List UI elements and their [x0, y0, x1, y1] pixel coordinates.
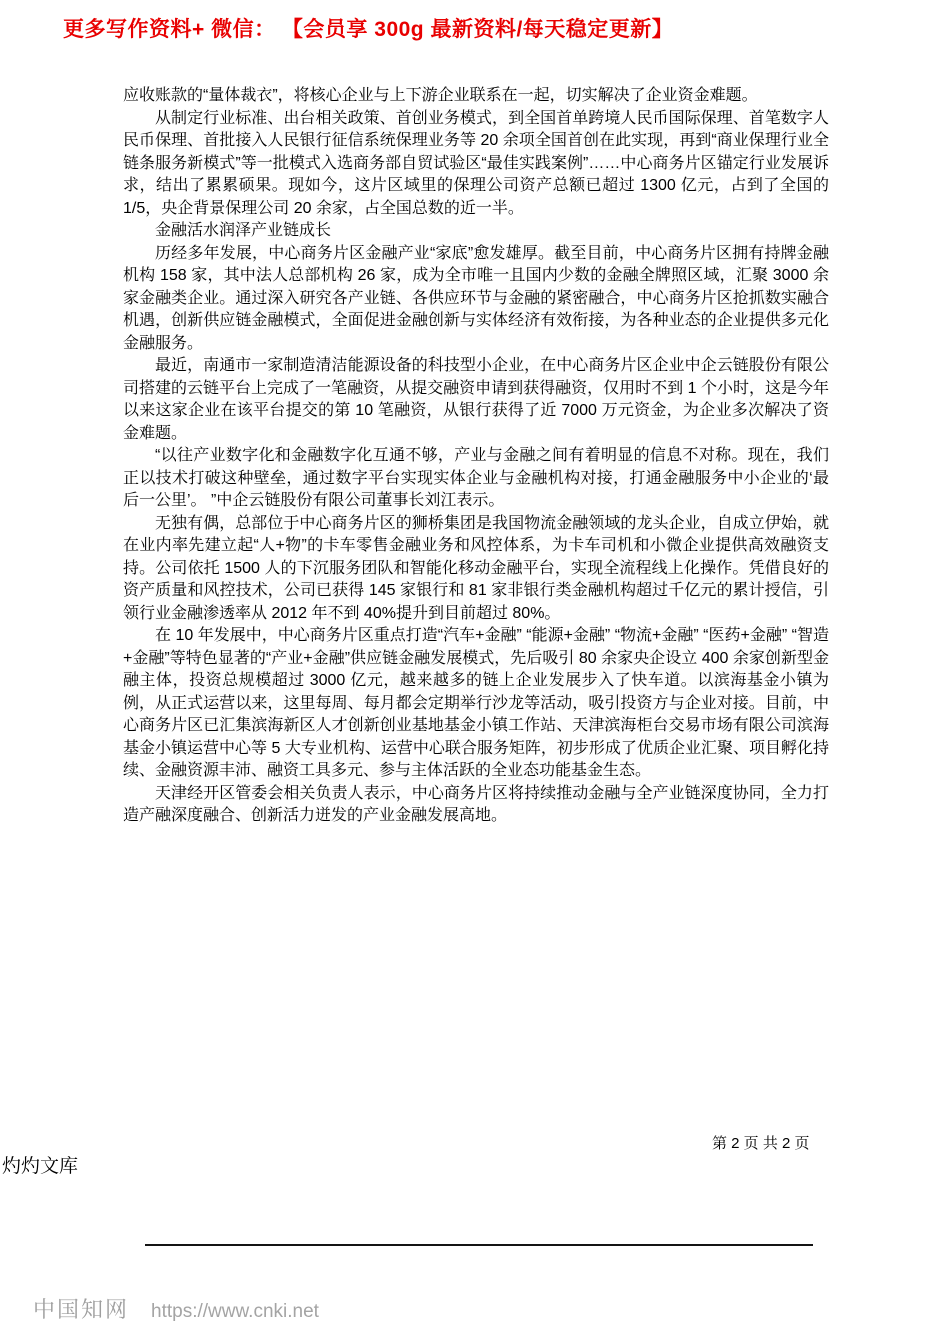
document-body: [123, 85, 829, 828]
paragraph: 无独有偶，总部位于中心商务片区的狮桥集团是我国物流金融领域的龙头企业，自成立伊始，就在业内率先建立起“人+物”的卡车零售金融业务和风控体系，为卡车司机和小微企业提供高效融资支持。公司依托 1500 人的下沉服务团队和智能化移动金融平台，实现全流程线上化操作。凭借良好的资产质量和风控技术，公司已获得 145 家银行和 81 家非银行类金融机构超过千亿元的累计授信，引领行业金融渗透率从 2012 年不到 40%提升到目前超过 80%。: [123, 514, 829, 622]
library-watermark: 灼灼文库: [2, 1156, 79, 1177]
cnki-logo: 中国知网: [33, 1297, 130, 1322]
cnki-url[interactable]: https://www.cnki.net: [151, 1301, 319, 1322]
paragraph: 金融活水润泽产业链成长: [155, 222, 332, 239]
paragraph: 最近，南通市一家制造清洁能源设备的科技型小企业，在中心商务片区企业中企云链股份有限公司搭建的云链平台上完成了一笔融资，从提交融资申请到获得融资，仅用时不到 1 个小时，这是今年以来这家企业在该平台提交的第 10 笔融资，从银行获得了近 7000 万元资金，为企业多次解决了资金难题。: [123, 357, 829, 442]
cnki-branding: [33, 1293, 319, 1324]
footer-divider: [145, 1244, 813, 1246]
paragraph: 历经多年发展，中心商务片区金融产业“家底”愈发雄厚。截至目前，中心商务片区拥有持牌金融机构 158 家，其中法人总部机构 26 家，成为全市唯一且国内少数的金融全牌照区域，汇聚 3000 余家金融类企业。通过深入研究各产业链、各供应环节与金融的紧密融合，中心商务片区抢抓数实融合机遇，创新供应链金融模式，全面促进金融创新与实体经济有效衔接，为各种业态的企业提供多元化金融服务。: [123, 244, 829, 352]
paragraph: 天津经开区管委会相关负责人表示，中心商务片区将持续推动金融与全产业链深度协同，全力打造产融深度融合、创新活力迸发的产业金融发展高地。: [123, 784, 829, 824]
paragraph: “以往产业数字化和金融数字化互通不够，产业与金融之间有着明显的信息不对称。现在，我们正以技术打破这种壁垒，通过数字平台实现实体企业与金融机构对接，打通金融服务中小企业的‘最后一公里’。 ”中企云链股份有限公司董事长刘江表示。: [123, 447, 829, 509]
paragraph: 在 10 年发展中，中心商务片区重点打造“汽车+金融” “能源+金融” “物流+金融” “医药+金融” “智造+金融”等特色显著的“产业+金融”供应链金融发展模式，先后吸引 80 余家央企设立 400 余家创新型金融主体，投资总规模超过 3000 亿元，越来越多的链上企业发展步入了快车道。以滨海基金小镇为例，从正式运营以来，这里每周、每月都会定期举行沙龙等活动，吸引投资方与企业对接。目前，中心商务片区已汇集滨海新区人才创新创业基地基金小镇工作站、天津滨海柜台交易市场有限公司滨海基金小镇运营中心等 5 大专业机构、运营中心联合服务矩阵，初步形成了优质企业汇聚、项目孵化持续、金融资源丰沛、融资工具多元、参与主体活跃的全业态功能基金生态。: [123, 627, 829, 779]
paragraph: 从制定行业标准、出台相关政策、首创业务模式，到全国首单跨境人民币国际保理、首笔数字人民币保理、首批接入人民银行征信系统保理业务等 20 余项全国首创在此实现，再到“商业保理行业全链条服务新模式”等一批模式入选商务部自贸试验区“最佳实践案例”……中心商务片区锚定行业发展诉求，结出了累累硕果。现如今，这片区域里的保理公司资产总额已超过 1300 亿元，占到了全国的 1/5，央企背景保理公司 20 余家，占全国总数的近一半。: [123, 109, 829, 217]
page-indicator: 第 2 页 共 2 页: [712, 1135, 810, 1152]
paragraph: 应收账款的“量体裁衣”，将核心企业与上下游企业联系在一起，切实解决了企业资金难题。: [123, 87, 758, 104]
promo-banner: 更多写作资料+ 微信： 【会员享 300g 最新资料/每天稳定更新】: [63, 18, 674, 41]
